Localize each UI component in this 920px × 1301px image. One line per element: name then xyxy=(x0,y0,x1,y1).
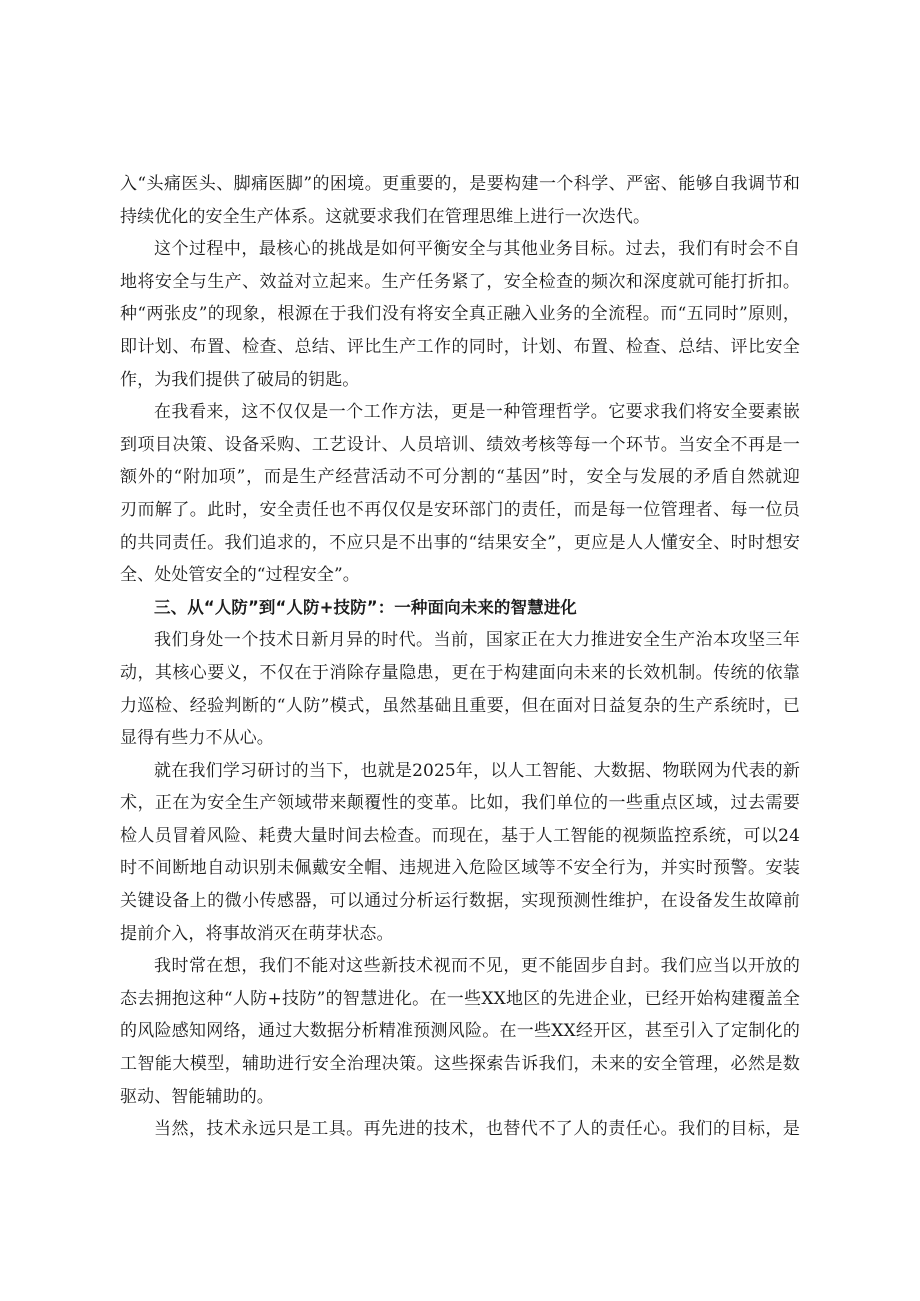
text-line: 的共同责任。我们追求的，不应只是不出事的“结果安全”，更应是人人懂安全、时时想安 xyxy=(120,532,800,553)
paragraph xyxy=(120,624,800,754)
text-line: 术，正在为安全生产领域带来颠覆性的变革。比如，我们单位的一些重点区域，过去需要 xyxy=(120,793,800,814)
paragraph xyxy=(120,950,800,1113)
text-line: 力巡检、经验判断的“人防”模式，虽然基础且重要，但在面对日益复杂的生产系统时，已 xyxy=(120,695,800,716)
text-line: 额外的“附加项”，而是生产经营活动不可分割的“基因”时，安全与发展的矛盾自然就迎 xyxy=(120,467,800,488)
text-line: 的风险感知网络，通过大数据分析精准预测风险。在一些XX经开区，甚至引入了定制化的 xyxy=(120,1021,800,1042)
text-line: 这个过程中，最核心的挑战是如何平衡安全与其他业务目标。过去，我们有时会不自 xyxy=(154,239,800,260)
text-line: 关键设备上的微小传感器，可以通过分析运行数据，实现预测性维护，在设备发生故障前 xyxy=(120,891,800,912)
text-line: 显得有些力不从心。 xyxy=(120,728,274,749)
section-heading: 三、从“人防”到“人防+技防”：一种面向未来的智慧进化 xyxy=(154,597,577,617)
text-line: 我时常在想，我们不能对这些新技术视而不见，更不能固步自封。我们应当以开放的 xyxy=(154,956,800,977)
text-line: 作，为我们提供了破局的钥匙。 xyxy=(120,369,360,390)
text-line: 提前介入，将事故消灭在萌芽状态。 xyxy=(120,923,394,944)
text-line: 种“两张皮”的现象，根源在于我们没有将安全真正融入业务的全流程。而“五同时”原则， xyxy=(120,304,800,325)
text-line: 全、处处管安全的“过程安全”。 xyxy=(120,565,360,586)
text-line: 当然，技术永远只是工具。再先进的技术，也替代不了人的责任心。我们的目标，是 xyxy=(154,1119,800,1140)
paragraph xyxy=(120,233,800,396)
text-line: 态去拥抱这种“人防+技防”的智慧进化。在一些XX地区的先进企业，已经开始构建覆盖全 xyxy=(120,988,800,1009)
paragraph xyxy=(120,396,800,592)
document-page xyxy=(120,168,800,1146)
text-line: 地将安全与生产、效益对立起来。生产任务紧了，安全检查的频次和深度就可能打折扣。 xyxy=(120,271,800,292)
text-line: 到项目决策、设备采购、工艺设计、人员培训、绩效考核等每一个环节。当安全不再是一 xyxy=(120,434,800,455)
text-line: 动，其核心要义，不仅在于消除存量隐患，更在于构建面向未来的长效机制。传统的依靠 xyxy=(120,662,800,683)
paragraph xyxy=(120,755,800,951)
text-line: 在我看来，这不仅仅是一个工作方法，更是一种管理哲学。它要求我们将安全要素嵌 xyxy=(154,402,800,423)
text-line: 我们身处一个技术日新月异的时代。当前，国家正在大力推进安全生产治本攻坚三年 xyxy=(154,630,800,651)
text-line: 工智能大模型，辅助进行安全治理决策。这些探索告诉我们，未来的安全管理，必然是数 xyxy=(120,1054,800,1075)
paragraph xyxy=(120,1113,800,1146)
text-line: 时不间断地自动识别未佩戴安全帽、违规进入危险区域等不安全行为，并实时预警。安装 xyxy=(120,858,800,879)
text-line: 刃而解了。此时，安全责任也不再仅仅是安环部门的责任，而是每一位管理者、每一位员 xyxy=(120,499,800,520)
text-line: 检人员冒着风险、耗费大量时间去检查。而现在，基于人工智能的视频监控系统，可以24 xyxy=(120,825,800,846)
text-line: 就在我们学习研讨的当下，也就是2025年，以人工智能、大数据、物联网为代表的新 xyxy=(154,760,800,781)
paragraph xyxy=(120,168,800,233)
text-line: 持续优化的安全生产体系。这就要求我们在管理思维上进行一次迭代。 xyxy=(120,206,651,227)
text-line: 驱动、智能辅助的。 xyxy=(120,1086,274,1107)
text-line: 入“头痛医头、脚痛医脚”的困境。更重要的，是要构建一个科学、严密、能够自我调节和 xyxy=(120,174,800,194)
text-line: 即计划、布置、检查、总结、评比生产工作的同时，计划、布置、检查、总结、评比安全 xyxy=(120,336,800,357)
